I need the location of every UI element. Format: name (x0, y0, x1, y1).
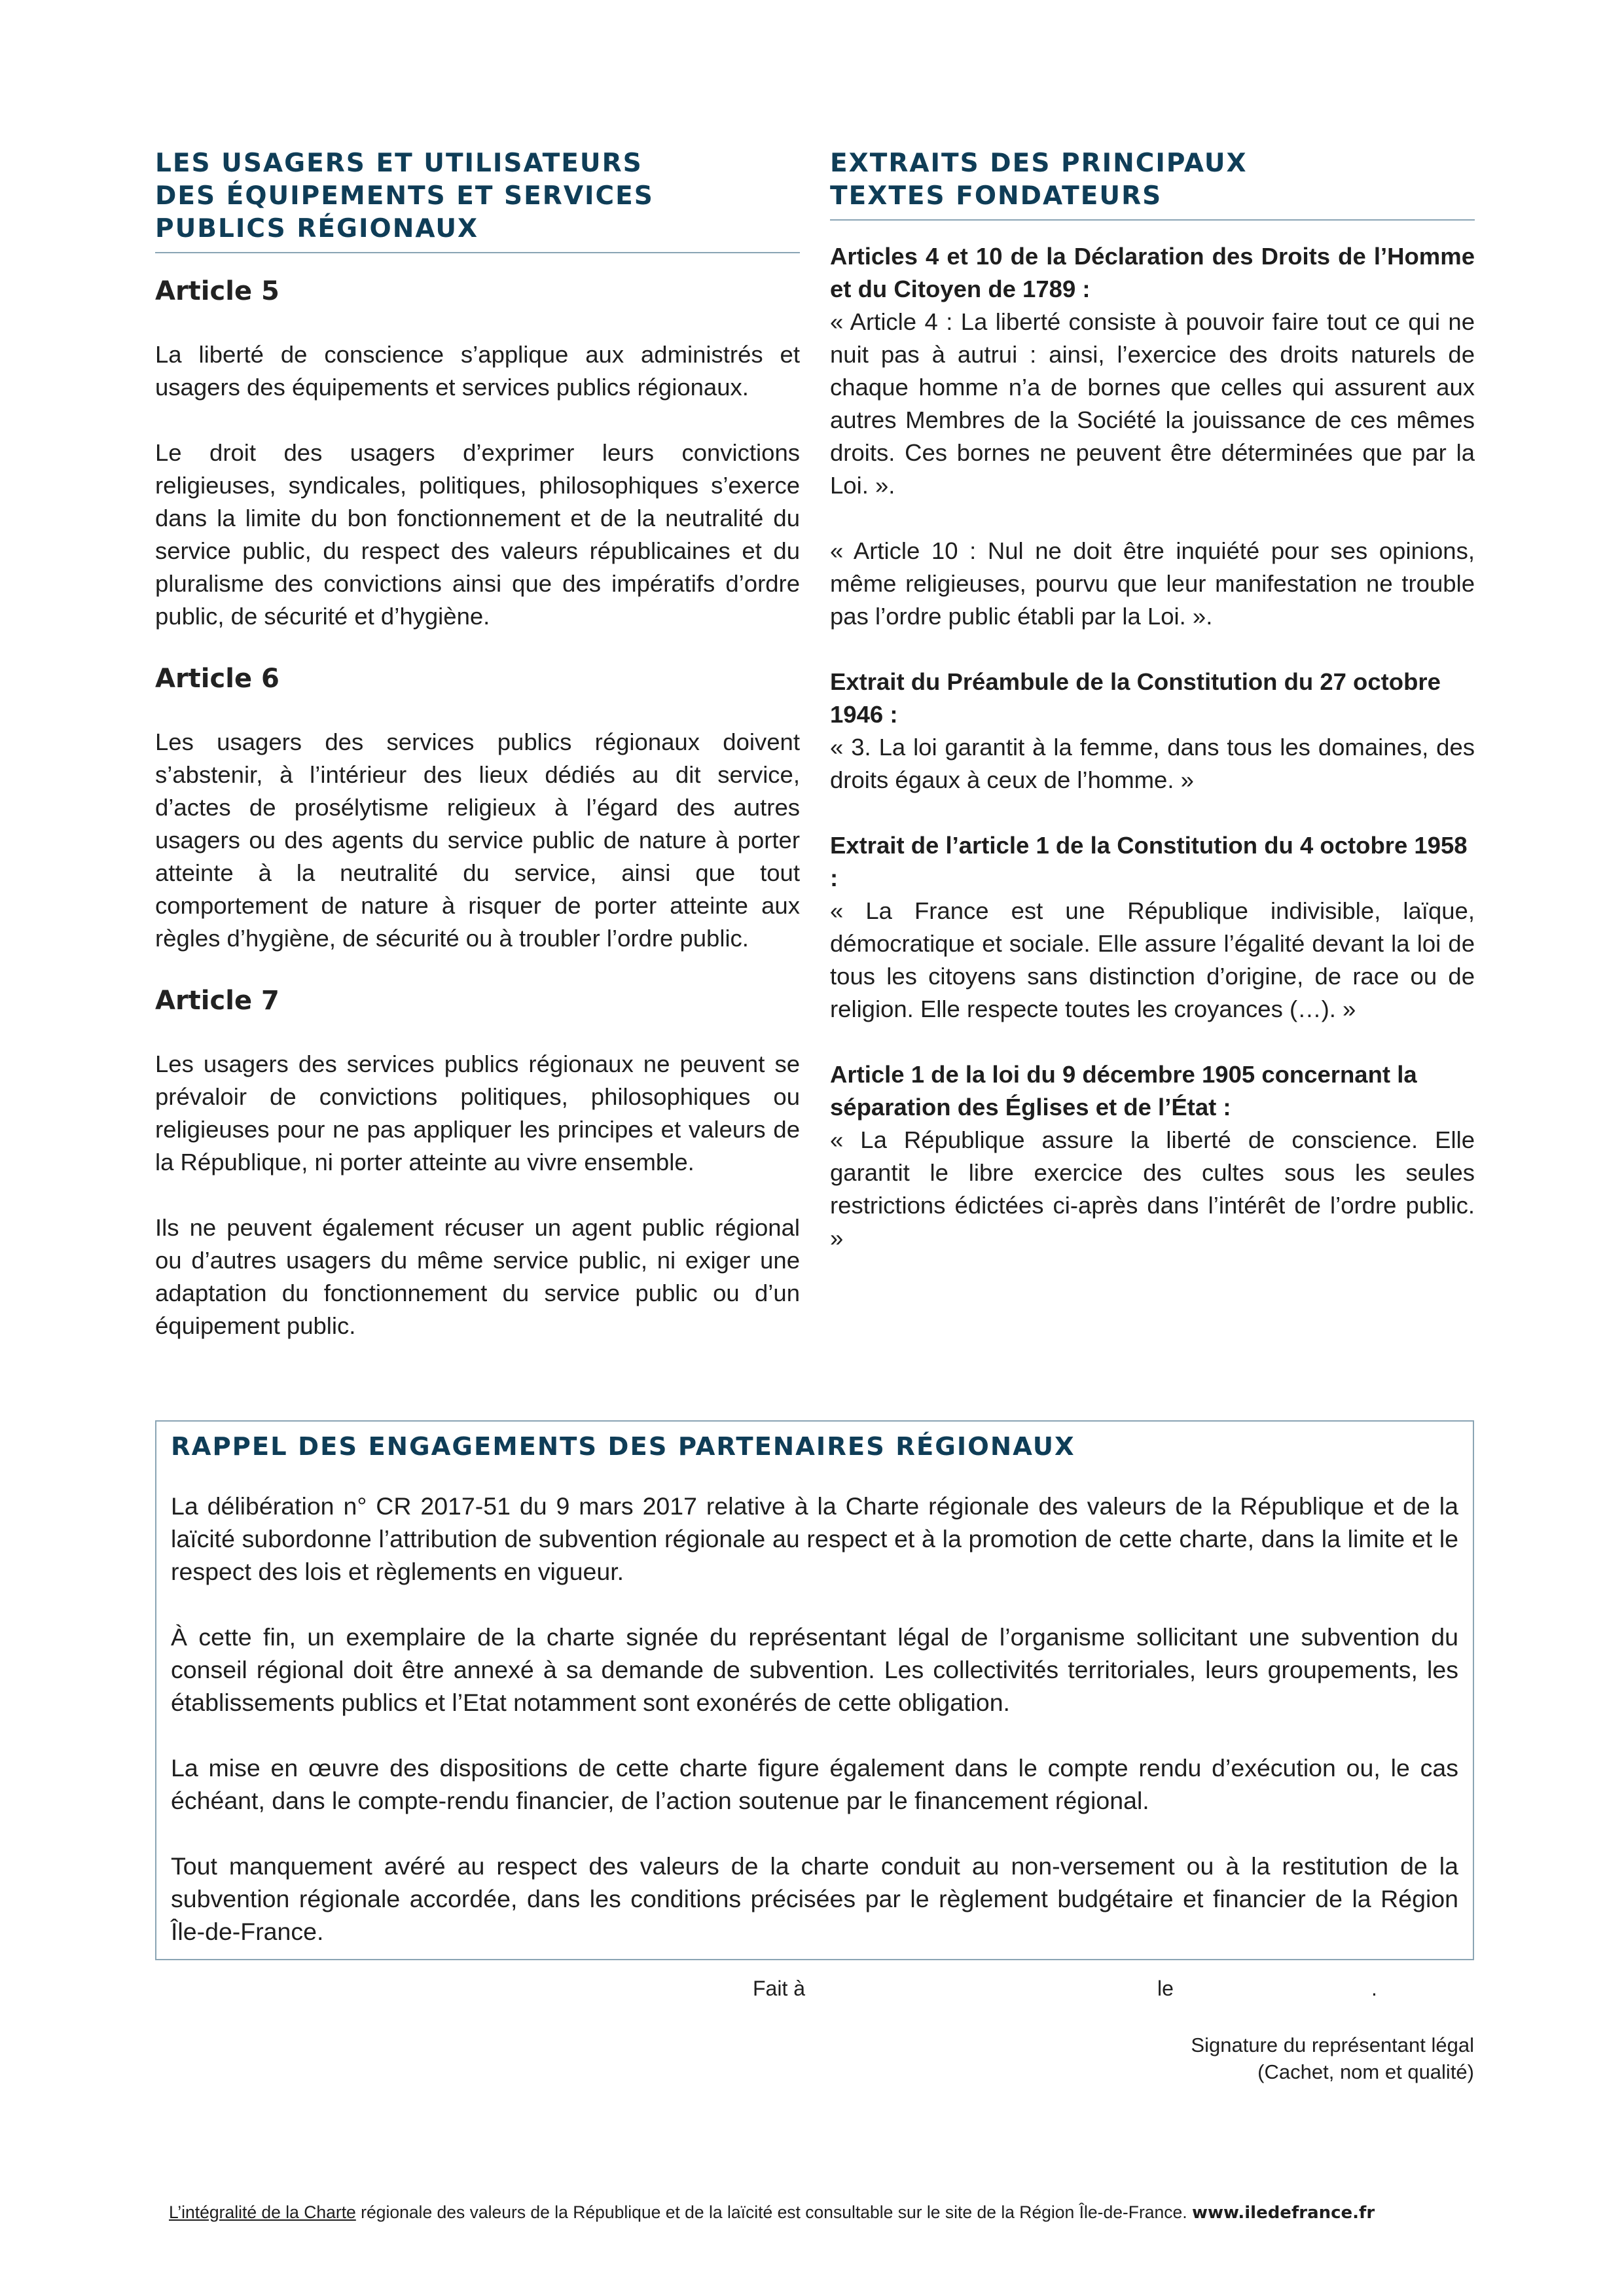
signature-sublabel: (Cachet, nom et qualité) (1257, 2060, 1474, 2083)
preambule-1946-heading: Extrait du Préambule de la Constitution du 27 octobre 1946 : (830, 668, 1441, 728)
ddhc-article-10-text: « Article 10 : Nul ne doit être inquiété pour ses opinions, même religieuses, pourvu que leur manifestation ne trouble pas l’ordre public établi par la Loi. ». (830, 537, 1475, 630)
article-5-paragraph: La liberté de conscience s’applique aux administrés et usagers des équipements et services publics régionaux. (155, 341, 800, 401)
engagements-paragraph: La délibération n° CR 2017-51 du 9 mars 2017 relative à la Charte régionale des valeurs de la République et de la laïcité subordonne l’attribution de subvention régionale au respect et à la promotion de cette charte, dans la limite et le respect des lois et règlements en vigueur. (171, 1492, 1458, 1585)
engagements-box (155, 1420, 1474, 1960)
section-title-usagers: LES USAGERS ET UTILISATEURS DES ÉQUIPEMENTS ET SERVICES PUBLICS RÉGIONAUX (155, 149, 654, 243)
section-title-textes: EXTRAITS DES PRINCIPAUX TEXTES FONDATEURS (830, 149, 1248, 211)
engagements-title: RAPPEL DES ENGAGEMENTS DES PARTENAIRES RÉGIONAUX (171, 1432, 1075, 1462)
article-5-heading: Article 5 (155, 276, 280, 306)
loi-1905-heading: Article 1 de la loi du 9 décembre 1905 concernant la séparation des Églises et de l’État : (830, 1061, 1417, 1121)
engagements-paragraph: La mise en œuvre des dispositions de cette charte figure également dans le compte rendu d’exécution ou, le cas échéant, dans le compte-rendu financier, de l’action soutenue par le financement régional. (171, 1754, 1458, 1814)
charte-link[interactable]: L’intégralité de la Charte (169, 2202, 356, 2222)
title-divider (830, 219, 1475, 221)
left-column (155, 147, 800, 1342)
title-divider (155, 252, 800, 253)
article-6-heading: Article 6 (155, 664, 280, 694)
date-period: . (1371, 1977, 1377, 2000)
page-footer (169, 2202, 1477, 2223)
article-7-heading: Article 7 (155, 986, 280, 1016)
constitution-1958-text: « La France est une République indivisible, laïque, démocratique et sociale. Elle assure l’égalité devant la loi de tous les citoyens sans distinction d’origine, de race ou de religion. Elle respecte toutes les croyances (…). » (830, 897, 1475, 1022)
loi-1905-text: « La République assure la liberté de conscience. Elle garantit le libre exercice des cultes sous les seules restrictions édictées ci-après dans l’intérêt de l’ordre public. » (830, 1126, 1475, 1251)
engagements-paragraph: Tout manquement avéré au respect des valeurs de la charte conduit au non-versement ou à la restitution de la subvention régionale accordée, dans les conditions précisées par le règlement budgétaire et financier de la Région Île-de-France. (171, 1852, 1458, 1945)
article-7-paragraph: Ils ne peuvent également récuser un agent public régional ou d’autres usagers du même service public, ni exiger une adaptation du fonctionnement du service public ou d’un équipement public. (155, 1214, 800, 1339)
article-6-paragraph: Les usagers des services publics régionaux doivent s’abstenir, à l’intérieur des lieux dédiés au dit service, d’actes de prosélytisme religieux à l’égard des autres usagers ou des agents du service public de nature à porter atteinte à la neutralité du service, ainsi que tout comportement de nature à risquer de porter atteinte aux règles d’hygiène, de sécurité ou à troubler l’ordre public. (155, 728, 800, 952)
article-7-paragraph: Les usagers des services publics régionaux ne peuvent se prévaloir de convictions politiques, philosophiques ou religieuses pour ne pas appliquer les principes et valeurs de la République, ni porter atteinte au vivre ensemble. (155, 1050, 800, 1175)
constitution-1958-heading: Extrait de l’article 1 de la Constitution du 4 octobre 1958 : (830, 832, 1468, 891)
ddhc-heading: Articles 4 et 10 de la Déclaration des Droits de l’Homme et du Citoyen de 1789 : (830, 243, 1475, 302)
signature-label: Signature du représentant légal (1191, 2034, 1474, 2056)
ddhc-article-4-text: « Article 4 : La liberté consiste à pouvoir faire tout ce qui ne nuit pas à autrui : ainsi, l’exercice des droits naturels de chaque homme n’a de bornes que celles qui assurent aux autres Membres de la Société la jouissance de ces mêmes droits. Ces bornes ne peuvent être déterminées que par la Loi. ». (830, 308, 1475, 499)
preambule-1946-text: « 3. La loi garantit à la femme, dans tous les domaines, des droits égaux à ceux de l’homme. » (830, 734, 1475, 793)
engagements-paragraph: À cette fin, un exemplaire de la charte signée du représentant légal de l’organisme sollicitant une subvention du conseil régional doit être annexé à sa demande de subvention. Les collectivités territoriales, leurs groupements, les établissements publics et l’Etat notamment sont exonérés de cette obligation. (171, 1623, 1458, 1716)
article-5-paragraph: Le droit des usagers d’exprimer leurs convictions religieuses, syndicales, politiques, philosophiques s’exerce dans la limite du bon fonctionnement et de la neutralité du service public, du respect des valeurs républicaines et du pluralisme des convictions ainsi que des impératifs d’ordre public, de sécurité et d’hygiène. (155, 439, 800, 630)
right-column (830, 147, 1475, 1255)
date-label: le (1157, 1977, 1174, 2000)
footer-text: régionale des valeurs de la République et de la laïcité est consultable sur le site de la Région Île-de-France. (355, 2202, 1192, 2222)
fait-a-label: Fait à (753, 1977, 806, 2000)
website-link[interactable]: www.iledefrance.fr (1191, 2203, 1375, 2223)
